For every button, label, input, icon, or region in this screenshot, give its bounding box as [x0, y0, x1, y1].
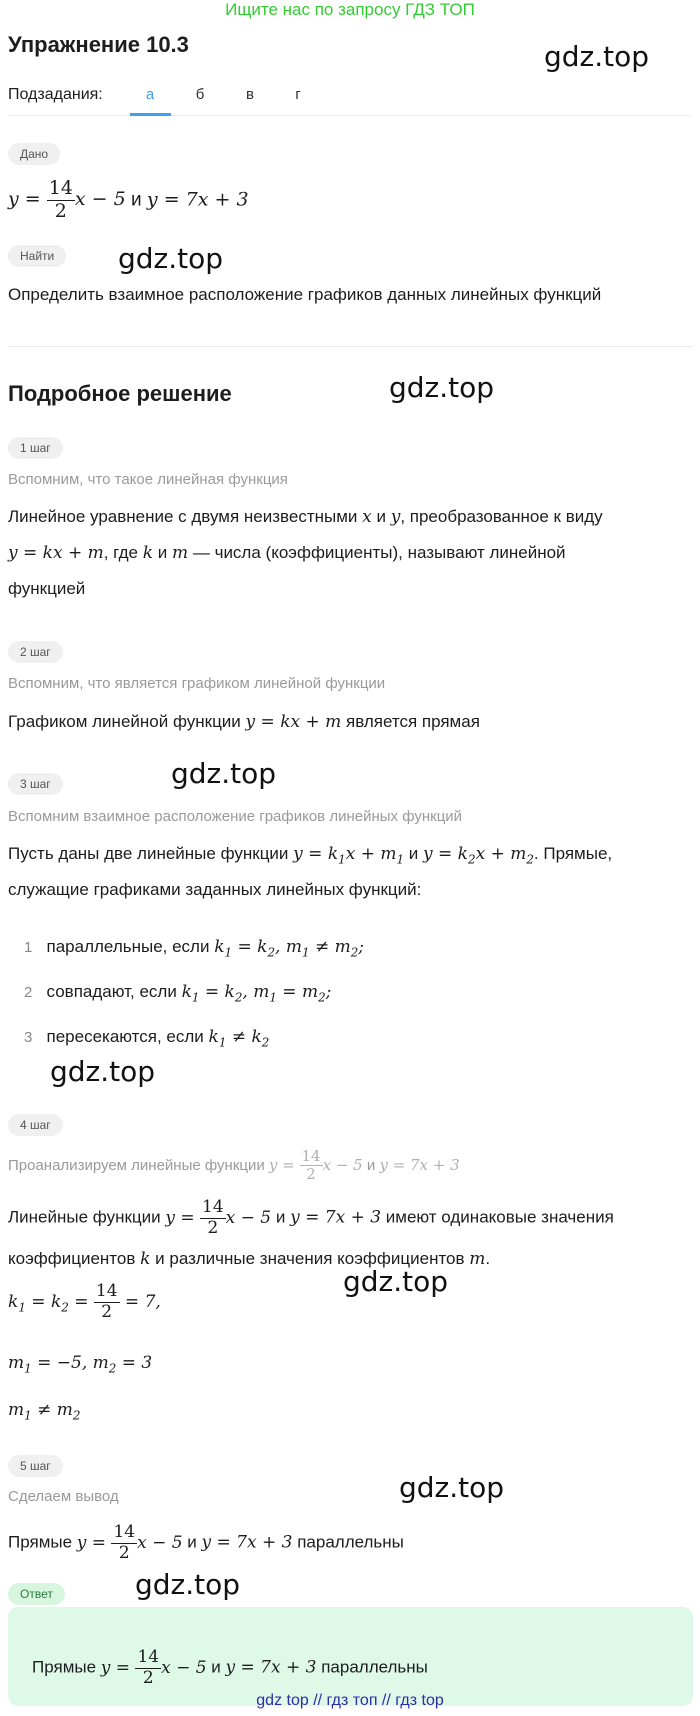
given-badge: Дано	[8, 143, 60, 165]
promo-banner: Ищите нас по запросу ГДЗ ТОП	[225, 0, 475, 19]
step-text: Графиком линейной функции y = kx + m является прямая	[8, 712, 480, 732]
formula-m: $m_1 = -5$, $m_2 = 3$	[8, 1353, 153, 1376]
step-text: Линейное уравнение с двумя неизвестными x и y, преобразованное к виду	[8, 507, 603, 527]
page-title: Упражнение 10.3	[8, 32, 189, 57]
watermark: gdz.top	[171, 757, 277, 790]
step-badge: 4 шаг	[8, 1114, 63, 1136]
step-hint: Вспомним, что является графиком линейной функции	[8, 675, 386, 692]
solution-title: Подробное решение	[8, 381, 232, 406]
formula-k: $k_1 = k_2$ = $\frac{14}{2}$ = 7,	[8, 1281, 161, 1322]
step-text: Пусть даны две линейные функции $y = k_1x + m_1$ и $y = k_2x + m_2$. Прямые,	[8, 844, 613, 867]
find-text: Определить взаимное расположение графиков данных линейных функций	[8, 285, 602, 304]
step-hint: Вспомним, что такое линейная функция	[8, 471, 288, 488]
step-badge: 3 шаг	[8, 773, 63, 795]
section-divider	[8, 346, 692, 347]
given-formula: y = $\frac{14}{2}$ x − 5 и y = 7x + 3	[8, 177, 249, 222]
step-hint: Сделаем вывод	[8, 1488, 119, 1505]
watermark: gdz.top	[399, 1471, 505, 1504]
list-item: 1 параллельные, если $k_1 = k_2$, $m_1 \ne m_2$;	[24, 937, 365, 960]
subtasks-label: Подзадания:	[8, 86, 103, 103]
step-badge: 1 шаг	[8, 437, 63, 459]
answer-badge: Ответ	[8, 1583, 65, 1605]
step-badge: 2 шаг	[8, 641, 63, 663]
step-text: y = kx + m, где k и m — числа (коэффициенты), называют линейной	[8, 543, 566, 563]
tab-a[interactable]: а	[145, 86, 155, 103]
watermark: gdz.top	[343, 1265, 449, 1298]
watermark: gdz.top	[389, 371, 495, 404]
step-text: служащие графиками заданных линейных функций:	[8, 880, 422, 899]
active-tab-indicator	[130, 113, 171, 116]
step-hint: Вспомним взаимное расположение графиков линейных функций	[8, 808, 463, 825]
step-text: функцией	[8, 579, 86, 598]
formula-m-neq: $m_1 \ne m_2$	[8, 1400, 81, 1423]
watermark: gdz.top	[135, 1568, 241, 1601]
list-item: 2 совпадают, если $k_1 = k_2$, $m_1 = m_2$;	[24, 982, 332, 1005]
tabs-divider	[8, 115, 692, 116]
step-hint: Проанализируем линейные функции y = $\frac{14}{2}$ x − 5 и y = 7x + 3	[8, 1147, 460, 1184]
tab-v[interactable]: в	[246, 86, 254, 103]
watermark: gdz.top	[544, 40, 650, 73]
answer-text: Прямые y = $\frac{14}{2}$ x − 5 и y = 7x + 3 параллельны	[32, 1647, 428, 1688]
step-badge: 5 шаг	[8, 1455, 63, 1477]
tab-b[interactable]: б	[195, 86, 205, 103]
list-item: 3 пересекаются, если $k_1 \ne k_2$	[24, 1027, 270, 1050]
footer-links[interactable]: gdz top // гдз топ // гдз top	[256, 1692, 444, 1709]
step-text: Линейные функции y = $\frac{14}{2}$ x − 5 и y = 7x + 3 имеют одинаковые значения	[8, 1197, 614, 1238]
watermark: gdz.top	[50, 1055, 156, 1088]
step-text: Прямые y = $\frac{14}{2}$ x − 5 и y = 7x + 3 параллельны	[8, 1522, 404, 1563]
find-badge: Найти	[8, 245, 66, 267]
watermark: gdz.top	[118, 242, 224, 275]
step-text: коэффициентов k и различные значения коэффициентов m.	[8, 1249, 491, 1269]
tab-g[interactable]: г	[295, 86, 301, 103]
